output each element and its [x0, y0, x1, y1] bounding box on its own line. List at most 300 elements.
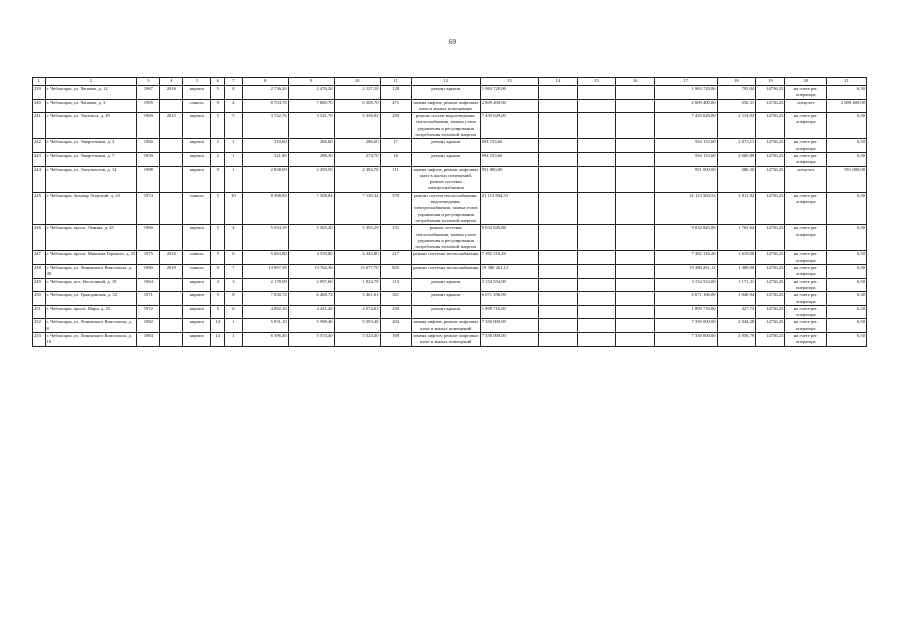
cell-floors: 2	[211, 139, 225, 153]
cell-address: г. Чебоксары, ул. Ленинского Комсомола, д. 8	[45, 319, 137, 333]
cell-work: ремонт системы теплоснабжения	[411, 251, 480, 265]
table-row	[33, 166, 867, 192]
cell-rate: 6,30	[827, 332, 867, 346]
cell-c15	[577, 278, 616, 292]
cell-address: г. Чебоксары, ул. Чапаева, д. 3	[45, 99, 137, 113]
cell-year2	[160, 139, 183, 153]
cell-method: спецсчет	[785, 166, 827, 192]
cell-c16	[616, 332, 655, 346]
cell-work: ремонт крыши	[411, 152, 480, 166]
table-row	[33, 251, 867, 265]
cell-c16	[616, 251, 655, 265]
cell-area-total: 8 704,70	[242, 99, 288, 113]
cell-per-m2: 2 073,11	[717, 139, 756, 153]
cell-cost: 1 963 728,06	[480, 86, 538, 100]
cell-year2	[160, 319, 183, 333]
cell-area-res: 6 468,72	[288, 292, 334, 306]
cell-address: г. Чебоксары, ул. Чапаева, д. 12	[45, 86, 137, 100]
cell-c16	[616, 319, 655, 333]
cell-limit: 14736,25	[756, 113, 785, 139]
cell-limit: 14736,25	[756, 251, 785, 265]
cell-limit: 14736,25	[756, 139, 785, 153]
cell-rate: 951 000,00	[827, 166, 867, 192]
cell-year2	[160, 278, 183, 292]
cell-entrances: 10	[225, 192, 243, 224]
cell-area-live: 1 924,79	[334, 278, 380, 292]
cell-area-total: 6 196,40	[242, 332, 288, 346]
cell-entrances: 8	[225, 292, 243, 306]
cell-year: 1960	[137, 139, 160, 153]
cell-residents: 16	[380, 152, 411, 166]
cell-cost: 2 809 400,00	[480, 99, 538, 113]
cell-year: 1974	[137, 192, 160, 224]
cell-residents: 217	[380, 251, 411, 265]
cell-residents: 835	[380, 265, 411, 279]
cell-n: 246	[33, 225, 46, 251]
cell-method: на счете рег. оператора	[785, 86, 827, 100]
cell-method: на счете рег. оператора	[785, 251, 827, 265]
cell-year: 1959	[137, 152, 160, 166]
cell-limit: 14736,25	[756, 152, 785, 166]
column-header: 6	[211, 78, 225, 86]
cell-per-m2: 2 811,82	[717, 192, 756, 224]
cell-residents: 204	[380, 319, 411, 333]
cell-n: 253	[33, 332, 46, 346]
cell-per-m2: 1 619,00	[717, 251, 756, 265]
cell-area-live: 13 077,70	[334, 265, 380, 279]
cell-year2	[160, 166, 183, 192]
cell-area-total: 2 838,69	[242, 166, 288, 192]
cell-floors: 5	[211, 86, 225, 100]
cell-cost: 594 153,60	[480, 152, 538, 166]
cell-area-total: 321,90	[242, 152, 288, 166]
cell-sum: 951 000,00	[654, 166, 717, 192]
cell-area-res: 5 598,40	[288, 319, 334, 333]
cell-c15	[577, 113, 616, 139]
cell-per-m2: 2 060,89	[717, 152, 756, 166]
cell-area-live: 5 524,40	[334, 332, 380, 346]
table-row	[33, 139, 867, 153]
cell-material: панель	[183, 99, 211, 113]
cell-c16	[616, 99, 655, 113]
cell-area-res: 2 097,60	[288, 278, 334, 292]
cell-per-m2: 427,73	[717, 305, 756, 319]
cell-per-m2: 793,04	[717, 86, 756, 100]
table-row	[33, 305, 867, 319]
cell-rate: 6,30	[827, 86, 867, 100]
cell-c14	[539, 319, 578, 333]
cell-c14	[539, 225, 578, 251]
cell-address: г. Чебоксары, ул. Ленинского Комсомола, д. 48	[45, 265, 137, 279]
cell-area-total: 5 063,80	[242, 251, 288, 265]
cell-method: на счете рег. оператора	[785, 305, 827, 319]
cell-rate: 6,30	[827, 139, 867, 153]
column-header: 13	[480, 78, 538, 86]
cell-area-live: 5 593,40	[334, 319, 380, 333]
cell-residents: 301	[380, 292, 411, 306]
cell-cost: 7 435 629,00	[480, 113, 538, 139]
cell-area-res: 5 574,40	[288, 332, 334, 346]
table-row	[33, 86, 867, 100]
cell-area-live: 5 461,61	[334, 292, 380, 306]
cell-c14	[539, 152, 578, 166]
cell-material: кирпич	[183, 86, 211, 100]
cell-year: 1960	[137, 225, 160, 251]
cell-year: 1969	[137, 113, 160, 139]
cell-rate: 6,30	[827, 192, 867, 224]
column-header: 12	[411, 78, 480, 86]
cell-year: 1980	[137, 265, 160, 279]
cell-limit: 14736,25	[756, 278, 785, 292]
cell-entrances: 6	[225, 251, 243, 265]
cell-year2	[160, 292, 183, 306]
cell-c14	[539, 332, 578, 346]
cell-sum: 6 671 106,09	[654, 292, 717, 306]
cell-work: ремонт крыши	[411, 86, 480, 100]
cell-rate: 6,30	[827, 251, 867, 265]
cell-c14	[539, 113, 578, 139]
cell-cost: 6 671 106,09	[480, 292, 538, 306]
cell-work: ремонт системы теплоснабжения, замена узлов управления и регулирования потребления тепловой энергии	[411, 225, 480, 251]
cell-n: 245	[33, 192, 46, 224]
cell-c16	[616, 265, 655, 279]
cell-c15	[577, 305, 616, 319]
cell-material: кирпич	[183, 319, 211, 333]
cell-work: ремонт крыши	[411, 305, 480, 319]
cell-c16	[616, 113, 655, 139]
cell-work: замена лифтов, ремонт лифтовых шахт в жилых помещений	[412, 319, 479, 331]
cell-work: ремонт систем водоотведения, теплоснабжения, замена узлов управления и регулирования потребления тепловой энергии	[411, 113, 480, 139]
cell-n: 243	[33, 152, 46, 166]
cell-limit: 14736,25	[756, 166, 785, 192]
cell-limit: 14736,25	[756, 265, 785, 279]
cell-address: г. Чебоксары, просп. Ленина, д. 25	[45, 225, 137, 251]
cell-rate: 2 809 400,00	[827, 99, 867, 113]
cell-area-res: 13 764,36	[288, 265, 334, 279]
cell-entrances: 1	[225, 139, 243, 153]
cell-year2	[160, 225, 183, 251]
cell-limit: 14736,25	[756, 86, 785, 100]
cell-floors: 9	[211, 265, 225, 279]
cell-c15	[577, 319, 616, 333]
cell-c14	[539, 139, 578, 153]
column-header: 11	[380, 78, 411, 86]
cell-limit: 14736,25	[756, 225, 785, 251]
cell-residents: 239	[380, 305, 411, 319]
cell-year2	[160, 152, 183, 166]
cell-residents: 128	[380, 86, 411, 100]
cell-address: г. Чебоксары, ул. Энтузиастов, д. 14	[45, 166, 137, 192]
cell-sum: 7 350 000,00	[654, 319, 717, 333]
table-row	[33, 332, 867, 346]
cell-floors: 5	[211, 225, 225, 251]
cell-year2: 2019	[160, 265, 183, 279]
cell-c16	[616, 152, 655, 166]
cell-entrances: 1	[225, 332, 243, 346]
capital-repair-table	[32, 77, 867, 347]
cell-n: 242	[33, 139, 46, 153]
cell-entrances: 7	[225, 265, 243, 279]
cell-material: панель	[183, 192, 211, 224]
cell-work: ремонт систем теплоснабжения, водоотведения, электроснабжения, замена узлов управления и регулирования потребления тепловой энергии	[411, 192, 480, 224]
cell-c15	[577, 99, 616, 113]
cell-c14	[539, 292, 578, 306]
cell-area-total: 5 934,39	[242, 225, 288, 251]
cell-sum: 2 809 400,00	[654, 99, 717, 113]
cell-year: 1982	[137, 319, 160, 333]
cell-area-live: 4 074,03	[334, 305, 380, 319]
cell-method: на счете рег. оператора	[785, 332, 827, 346]
cell-method: на счете рег. оператора	[785, 139, 827, 153]
cell-area-res: 2 476,20	[288, 86, 334, 100]
cell-n: 252	[33, 319, 46, 333]
cell-area-res: 7 508,84	[288, 192, 334, 224]
cell-entrances: 3	[225, 278, 243, 292]
cell-entrances: 4	[225, 225, 243, 251]
cell-material: панель	[183, 251, 211, 265]
cell-area-res: 7 880,70	[288, 99, 334, 113]
cell-area-res: 288,30	[288, 152, 334, 166]
cell-sum: 594 153,60	[654, 139, 717, 153]
cell-c15	[577, 86, 616, 100]
cell-floors: 9	[211, 99, 225, 113]
cell-area-res: 2 459,50	[288, 166, 334, 192]
cell-method: на счете рег. оператора	[785, 319, 827, 333]
cell-c15	[577, 139, 616, 153]
cell-rate: 6,30	[827, 265, 867, 279]
cell-year2	[160, 332, 183, 346]
cell-cost: 7 382 316,26	[480, 251, 538, 265]
column-header: 1	[33, 78, 46, 86]
cell-work: ремонт крыши	[411, 292, 480, 306]
cell-entrances: 4	[225, 99, 243, 113]
cell-floors: 4	[211, 278, 225, 292]
cell-area-live: 2 384,70	[334, 166, 380, 192]
cell-floors: 5	[211, 113, 225, 139]
cell-residents: 111	[380, 166, 411, 192]
cell-c14	[539, 305, 578, 319]
column-header: 7	[225, 78, 243, 86]
cell-year2: 2016	[160, 86, 183, 100]
cell-entrances: 6	[225, 305, 243, 319]
cell-floors: 14	[211, 332, 225, 346]
cell-area-total: 2 178,09	[242, 278, 288, 292]
cell-rate: 6,30	[827, 152, 867, 166]
cell-work: ремонт системы теплоснабжения	[411, 265, 480, 279]
cell-limit: 14736,25	[756, 99, 785, 113]
cell-n: 244	[33, 166, 46, 192]
cell-sum: 7 350 000,00	[654, 332, 717, 346]
cell-address: г. Чебоксары, ул. Энергетиков, д. 7	[45, 152, 137, 166]
cell-rate: 6,30	[827, 225, 867, 251]
cell-n: 247	[33, 251, 46, 265]
cell-c15	[577, 225, 616, 251]
cell-area-res: 3 521,78	[288, 113, 334, 139]
cell-floors: 5	[211, 292, 225, 306]
cell-c15	[577, 332, 616, 346]
cell-area-live: 7 130,34	[334, 192, 380, 224]
column-header: 8	[242, 78, 288, 86]
cell-work: замена лифтов, ремонт лифтовых шахт в жилых помещений, ремонт системы электроснабжения	[412, 166, 479, 191]
cell-year2	[160, 99, 183, 113]
cell-address: г. Чебоксары, просп. Максима Горького, д. 25	[45, 251, 137, 265]
cell-c15	[577, 166, 616, 192]
column-header: 2	[45, 78, 137, 86]
cell-sum: 1 899 716,00	[654, 305, 717, 319]
cell-sum: 594 153,60	[654, 152, 717, 166]
cell-address: г. Чебоксары, бульвар Эгерский, д. 23	[45, 192, 137, 224]
cell-sum: 7 382 316,26	[654, 251, 717, 265]
cell-sum: 3 154 554,00	[654, 278, 717, 292]
cell-area-total: 4 892,10	[242, 305, 288, 319]
cell-method: на счете рег. оператора	[785, 192, 827, 224]
cell-method: на счете рег. оператора	[785, 292, 827, 306]
cell-cost: 3 154 554,00	[480, 278, 538, 292]
column-header: 16	[616, 78, 655, 86]
column-header: 3	[137, 78, 160, 86]
cell-area-live: 5 395,29	[334, 225, 380, 251]
table-row	[33, 278, 867, 292]
column-numbers-row	[33, 78, 867, 86]
cell-per-m2: 1 040,94	[717, 292, 756, 306]
cell-sum: 9 032 845,86	[654, 225, 717, 251]
cell-address: г. Чебоксары, ул. Ленинского Комсомола, д. 10	[45, 332, 137, 346]
page-number: 69	[449, 38, 456, 46]
column-header: 17	[654, 78, 717, 86]
cell-sum: 7 435 629,00	[654, 113, 717, 139]
cell-area-total: 13 967,59	[242, 265, 288, 279]
column-header: 5	[183, 78, 211, 86]
cell-residents: 259	[380, 113, 411, 139]
cell-per-m2: 386,30	[717, 166, 756, 192]
cell-limit: 14736,25	[756, 305, 785, 319]
cell-n: 248	[33, 265, 46, 279]
cell-rate: 6,30	[827, 113, 867, 139]
cell-method: спецсчет	[785, 99, 827, 113]
cell-c14	[539, 99, 578, 113]
cell-c16	[616, 225, 655, 251]
cell-method: на счете рег. оператора	[785, 225, 827, 251]
cell-c15	[577, 192, 616, 224]
cell-c14	[539, 166, 578, 192]
cell-cost: 1 899 716,00	[480, 305, 538, 319]
cell-c16	[616, 278, 655, 292]
cell-c15	[577, 265, 616, 279]
cell-cost: 19 380 261,12	[480, 265, 538, 279]
cell-method: на счете рег. оператора	[785, 113, 827, 139]
cell-per-m2: 1 762,64	[717, 225, 756, 251]
cell-c15	[577, 251, 616, 265]
cell-per-m2: 1 171,31	[717, 278, 756, 292]
table-row	[33, 99, 867, 113]
column-header: 10	[334, 78, 380, 86]
cell-area-live: 3 356,92	[334, 113, 380, 139]
cell-residents: 113	[380, 278, 411, 292]
table-row	[33, 319, 867, 333]
cell-c16	[616, 292, 655, 306]
cell-rate: 6,30	[827, 319, 867, 333]
cell-cost: 951 000,00	[480, 166, 538, 192]
cell-material: кирпич	[183, 278, 211, 292]
cell-area-live: 4 342,80	[334, 251, 380, 265]
cell-residents: 471	[380, 99, 411, 113]
cell-per-m2: 1 408,00	[717, 265, 756, 279]
cell-limit: 14736,25	[756, 332, 785, 346]
cell-area-total: 5 931,10	[242, 319, 288, 333]
cell-cost: 7 350 000,00	[480, 319, 538, 333]
column-header: 21	[827, 78, 867, 86]
cell-c16	[616, 192, 655, 224]
cell-material: кирпич	[183, 166, 211, 192]
cell-material: кирпич	[183, 152, 211, 166]
cell-work: замена лифтов, ремонт лифтовых шахт в жилых помещениях	[412, 99, 479, 111]
table-row	[33, 292, 867, 306]
cell-material: кирпич	[183, 305, 211, 319]
cell-limit: 14736,25	[756, 192, 785, 224]
cell-c14	[539, 86, 578, 100]
cell-c16	[616, 305, 655, 319]
cell-area-total: 310,60	[242, 139, 288, 153]
cell-entrances: 5	[225, 113, 243, 139]
column-header: 19	[756, 78, 785, 86]
cell-rate: 6,30	[827, 305, 867, 319]
cell-residents: 169	[380, 332, 411, 346]
cell-area-res: 286,60	[288, 139, 334, 153]
cell-floors: 5	[211, 305, 225, 319]
cell-entrances: 1	[225, 166, 243, 192]
cell-n: 241	[33, 113, 46, 139]
cell-method: на счете рег. оператора	[785, 278, 827, 292]
cell-material: кирпич	[183, 139, 211, 153]
cell-year: 1988	[137, 166, 160, 192]
cell-year: 1972	[137, 305, 160, 319]
cell-year: 1984	[137, 332, 160, 346]
cell-residents: 379	[380, 192, 411, 224]
cell-work: замена лифтов, ремонт лифтовых шахт в жилых помещений	[412, 332, 479, 345]
cell-year: 1985	[137, 99, 160, 113]
cell-floors: 14	[211, 319, 225, 333]
cell-floors: 2	[211, 152, 225, 166]
cell-work: ремонт крыши	[411, 278, 480, 292]
cell-rate: 6,30	[827, 292, 867, 306]
cell-c16	[616, 166, 655, 192]
cell-n: 249	[33, 278, 46, 292]
cell-material: кирпич	[183, 113, 211, 139]
cell-floors: 9	[211, 166, 225, 192]
cell-area-total: 3 742,76	[242, 113, 288, 139]
cell-entrances: 1	[225, 152, 243, 166]
cell-c16	[616, 139, 655, 153]
cell-c14	[539, 192, 578, 224]
cell-year2: 2015	[160, 113, 183, 139]
cell-year: 1967	[137, 86, 160, 100]
cell-area-live: 6 508,70	[334, 99, 380, 113]
table-row	[33, 265, 867, 279]
cell-per-m2: 2 114,93	[717, 113, 756, 139]
cell-entrances: 1	[225, 319, 243, 333]
cell-address: г. Чебоксары, ул. Энергетиков, д. 3	[45, 139, 137, 153]
cell-area-res: 4 441,40	[288, 305, 334, 319]
cell-area-live: 274,70	[334, 152, 380, 166]
cell-work: ремонт крыши	[411, 139, 480, 153]
cell-area-total: 7 030,72	[242, 292, 288, 306]
cell-year2	[160, 192, 183, 224]
cell-address: г. Чебоксары, ул. Гражданская, д. 52	[45, 292, 137, 306]
cell-limit: 14736,25	[756, 292, 785, 306]
cell-method: на счете рег. оператора	[785, 152, 827, 166]
cell-year2	[160, 305, 183, 319]
cell-sum: 21 113 504,53	[654, 192, 717, 224]
